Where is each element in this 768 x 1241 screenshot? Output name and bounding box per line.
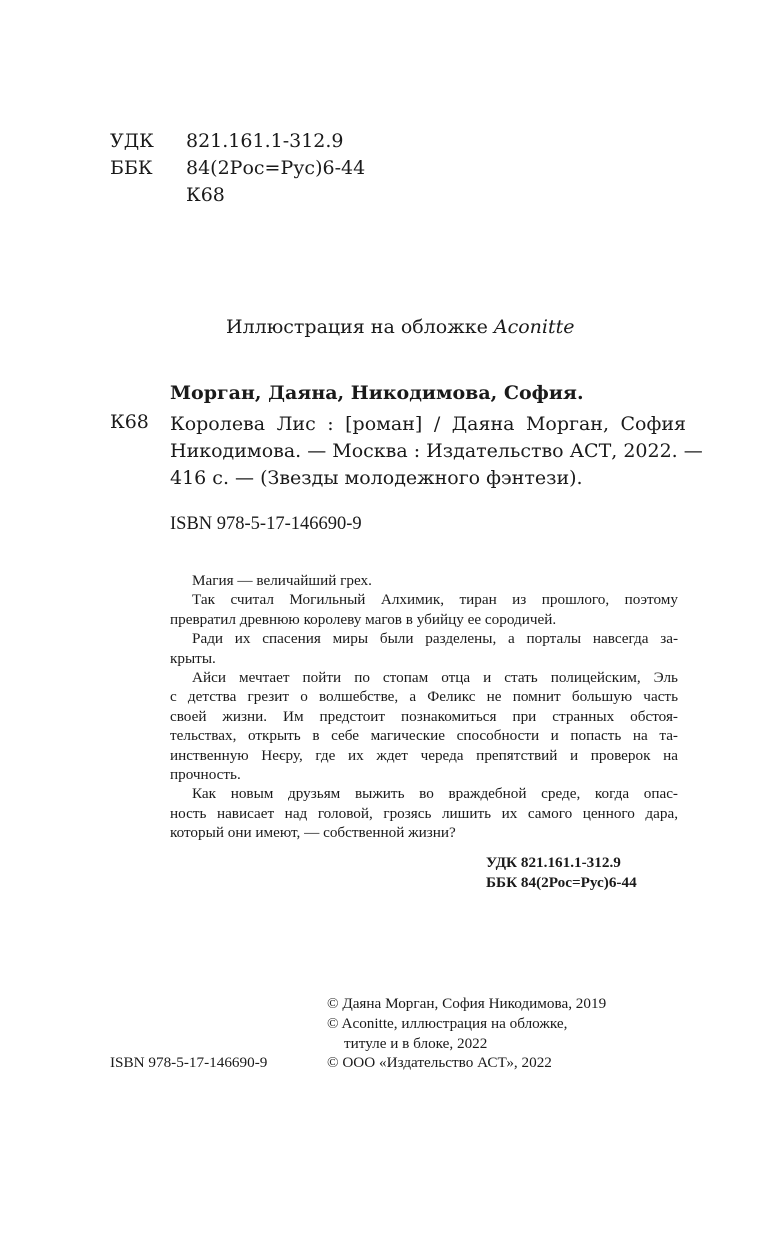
isbn: ISBN 978-5-17-146690-9 [170,514,362,534]
annotation-line: который они имеют, — собственной жизни? [170,824,456,842]
author-mark: К68 [186,184,225,206]
bbk-row [0,155,768,182]
classification-bottom [486,853,637,893]
annotation-line: Айси мечтает пойти по стопам отца и стать полицейским, Эль [192,669,678,687]
annotation-line: прочность. [170,766,241,784]
bib-line: Никодимова. — Москва : Издательство АСТ, 2022. — [170,440,703,462]
udk-row [0,128,768,155]
bib-author-mark: К68 [110,411,149,433]
annotation-line: Так считал Могильный Алхимик, тиран из прошлого, поэтому [192,591,678,609]
annotation-line: крыты. [170,649,216,667]
illustration-artist: Aconitte [493,316,575,338]
author-mark-row [0,182,768,209]
annotation-line: превратил древнюю королеву магов в убийцу ее сородичей. [170,610,557,628]
annotation-line: Магия — величайший грех. [192,572,372,589]
annotation-line: Ради их спасения миры были разделены, а порталы навсегда за- [192,630,678,648]
authors-heading: Морган, Даяна, Никодимова, София. [170,382,584,404]
bbk-label: ББК [110,157,153,179]
copyright-line: © Aconitte, иллюстрация на обложке, [327,1014,568,1032]
annotation-line: своей жизни. Им предстоит познакомиться при странных обстоя- [170,707,678,725]
bbk-value: 84(2Рос=Рус)6-44 [186,157,366,179]
copyright-line: © Даяна Морган, София Никодимова, 2019 [327,995,607,1012]
annotation-line: Как новым друзьям выжить во враждебной среде, когда опас- [192,785,678,803]
annotation-line: тельствах, открыть в себе магические способности и попасть на та- [170,727,678,745]
bbk-bottom: ББК 84(2Рос=Рус)6-44 [486,874,637,891]
udk-label: УДК [110,130,154,152]
bibliographic-record [170,411,703,492]
isbn-bottom: ISBN 978-5-17-146690-9 [110,1054,268,1071]
bib-line: 416 с. — (Звезды молодежного фэнтези). [170,467,583,489]
illustration-prefix: Иллюстрация на обложке [226,316,488,338]
copyright-block [327,994,606,1073]
copyright-line: титуле и в блоке, 2022 [344,1034,488,1052]
illustration-credit [226,316,575,338]
annotation-line: ность нависает над головой, грозясь лишить их самого ценного дара, [170,804,678,822]
udk-value: 821.161.1-312.9 [186,130,344,152]
bib-line: Королева Лис : [роман] / Даяна Морган, София [170,413,686,435]
annotation [170,571,678,843]
annotation-line: с детства грезит о волшебстве, а Феликс не помнит большую часть [170,688,678,706]
annotation-line: инственную Неєру, где их ждет череда препятствий и проверок на [170,746,678,764]
udk-bottom: УДК 821.161.1-312.9 [486,854,621,871]
copyright-line: © ООО «Издательство АСТ», 2022 [327,1054,552,1072]
